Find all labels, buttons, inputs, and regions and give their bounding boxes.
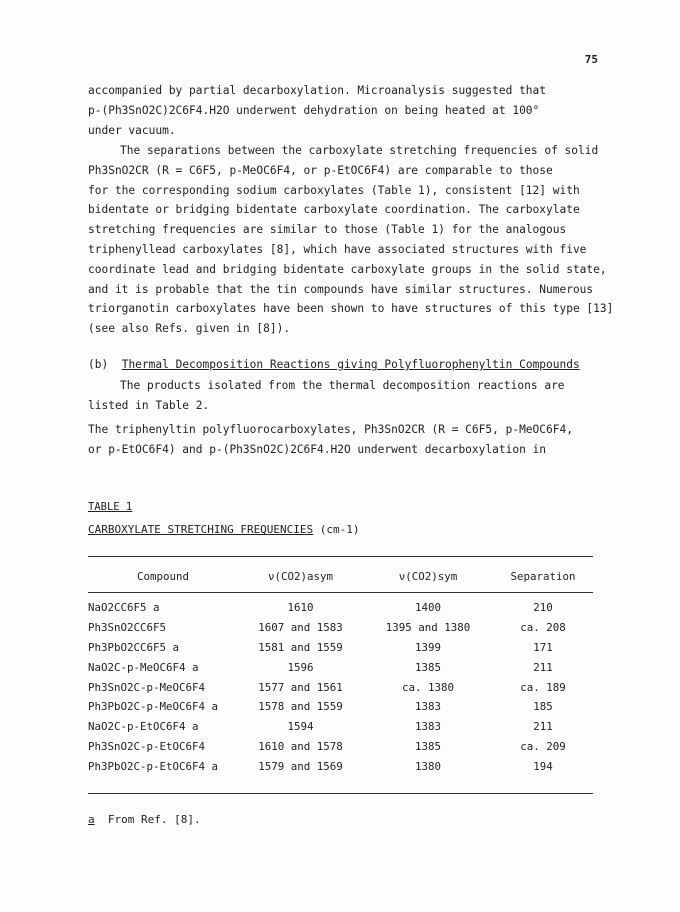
column-header: ν(CO2)asym [267, 569, 333, 583]
text-line: and it is probable that the tin compounds have similar structures. Numerous [88, 282, 594, 296]
table-cell: Ph3PbO2C-p-MeOC6F4 a [88, 700, 219, 714]
table-cell: 211 [533, 660, 553, 674]
table-cell: Ph3SnO2CC6F5 [88, 621, 167, 635]
column-header: Separation [510, 569, 576, 583]
table-cell: 1383 [414, 700, 441, 714]
table-cell: 1610 [287, 601, 314, 615]
table-cell: 1594 [287, 720, 314, 734]
table-cell: 185 [533, 700, 553, 714]
paragraph-2 [88, 141, 614, 339]
table-top-rule [88, 556, 593, 557]
text-line: for the corresponding sodium carboxylates (Table 1), consistent [12] with [88, 183, 580, 197]
section-label: (b) [88, 358, 109, 371]
text-line: (see also Refs. given in [8]). [88, 322, 291, 336]
text-line: The separations between the carboxylate stretching frequencies of solid [120, 144, 599, 157]
section-heading: Thermal Decomposition Reactions giving Polyfluorophenyltin Compounds [121, 358, 580, 371]
table-cell: 1383 [414, 720, 441, 734]
table-cell: 1596 [287, 660, 314, 674]
table-bottom-rule [88, 793, 593, 794]
table-cell: 1399 [414, 640, 441, 654]
table-title-unit: (cm-1) [319, 523, 360, 536]
table-cell: 211 [533, 720, 553, 734]
table-cell: 1400 [414, 601, 441, 615]
text-line: Ph3SnO2CR (R = C6F5, p-MeOC6F4, or p-EtOC6F4) are comparable to those [88, 163, 553, 177]
table-cell: 171 [533, 640, 553, 654]
table-cell: Ph3PbO2C-p-EtOC6F4 a [88, 759, 219, 773]
table-row [88, 618, 593, 638]
table-cell: NaO2C-p-MeOC6F4 a [88, 660, 199, 674]
text-line: accompanied by partial decarboxylation. Microanalysis suggested that [88, 84, 547, 97]
paragraph-1 [88, 81, 593, 140]
table-row [88, 756, 593, 776]
table-cell: 210 [533, 601, 553, 615]
table-label: TABLE 1 [88, 501, 133, 513]
table-title-text: CARBOXYLATE STRETCHING FREQUENCIES [88, 523, 314, 536]
table-row [88, 697, 593, 717]
table-cell: ca. 189 [520, 680, 566, 694]
text-line: under vacuum. [88, 123, 176, 137]
paragraph-4 [88, 420, 593, 460]
table-cell: ca. 209 [520, 739, 566, 753]
page-number: 75 [584, 53, 598, 66]
section-heading-b [88, 355, 593, 375]
table-cell: 1578 and 1559 [258, 700, 343, 714]
table-footnote [88, 813, 201, 826]
table-row [88, 594, 593, 618]
column-header: Compound [136, 569, 189, 583]
table-cell: 1385 [414, 660, 441, 674]
table-cell: Ph3SnO2C-p-MeOC6F4 [88, 680, 206, 694]
table-row [88, 737, 593, 757]
text-line: p-(Ph3SnO2C)2C6F4.H2O underwent dehydration on being heated at 100° [88, 103, 540, 117]
table-cell: NaO2CC6F5 a [88, 601, 160, 615]
table-cell: 1385 [414, 739, 441, 753]
table-cell: ca. 1380 [401, 680, 454, 694]
table-row [88, 657, 593, 677]
text-line: triphenyllead carboxylates [8], which have associated structures with five [88, 242, 587, 256]
text-line: The triphenyltin polyfluorocarboxylates, Ph3SnO2CR (R = C6F5, p-MeOC6F4, [88, 423, 573, 436]
table-cell: 1607 and 1583 [258, 621, 343, 635]
table-header-row [88, 558, 593, 594]
table-cell: 1577 and 1561 [258, 680, 343, 694]
footnote-mark: a [88, 813, 95, 826]
column-header: ν(CO2)sym [398, 569, 458, 583]
table-row [88, 717, 593, 737]
footnote-text: From Ref. [8]. [107, 813, 201, 826]
table-cell: Ph3SnO2C-p-EtOC6F4 [88, 739, 206, 753]
table-cell: 1579 and 1569 [258, 759, 343, 773]
paragraph-3 [88, 376, 593, 416]
table-title [88, 523, 360, 536]
table-cell: 194 [533, 759, 553, 773]
table-cell: ca. 208 [520, 621, 566, 635]
text-line: listed in Table 2. [88, 398, 210, 412]
table-cell: 1380 [414, 759, 441, 773]
text-line: or p-EtOC6F4) and p-(Ph3SnO2C)2C6F4.H2O underwent decarboxylation in [88, 442, 547, 456]
table-cell: Ph3PbO2CC6F5 a [88, 640, 180, 654]
table-row [88, 677, 593, 697]
text-line: triorganotin carboxylates have been shown to have structures of this type [13] [88, 302, 614, 316]
text-line: coordinate lead and bridging bidentate carboxylate groups in the solid state, [88, 262, 607, 276]
table-cell: 1610 and 1578 [258, 739, 343, 753]
table-cell: 1395 and 1380 [385, 621, 471, 635]
table-cell: NaO2C-p-EtOC6F4 a [88, 720, 199, 734]
table-row [88, 638, 593, 658]
carboxylate-frequency-table [88, 558, 593, 776]
text-line: stretching frequencies are similar to those (Table 1) for the analogous [88, 223, 567, 237]
text-line: bidentate or bridging bidentate carboxylate coordination. The carboxylate [88, 203, 580, 217]
text-line: The products isolated from the thermal decomposition reactions are [120, 379, 565, 392]
table-cell: 1581 and 1559 [258, 640, 343, 654]
